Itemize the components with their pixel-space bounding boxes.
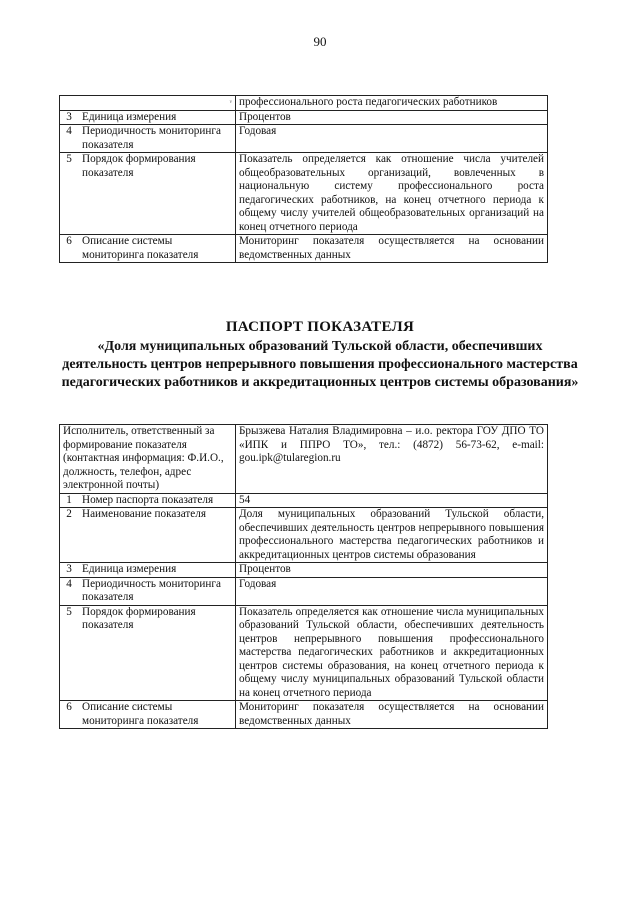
row-label	[78, 96, 236, 111]
row-number: 4	[60, 125, 79, 153]
row-value: Годовая	[236, 125, 548, 153]
row-number	[60, 96, 79, 111]
row-value: Мониторинг показателя осуществляется на основании ведомственных данных	[236, 235, 548, 263]
row-label: Наименование показателя	[78, 508, 236, 563]
table-row	[60, 153, 548, 235]
table-row	[60, 125, 548, 153]
table-row	[60, 701, 548, 729]
row-label: Номер паспорта показателя	[78, 493, 236, 508]
table-row	[60, 508, 548, 563]
indicator-table-continued	[59, 95, 548, 263]
passport-subtitle: «Доля муниципальных образований Тульской области, обеспечивших деятельность центров непрерывного повышения профессионального мастерства педагогических работников и аккредитационных центров системы образования»	[61, 339, 579, 390]
row-label: Единица измерения	[78, 110, 236, 125]
row-number: 6	[60, 235, 79, 263]
row-label: Описание системы мониторинга показателя	[78, 701, 236, 729]
row-number: 3	[60, 563, 79, 578]
table-row	[60, 563, 548, 578]
table-row	[60, 493, 548, 508]
row-number: 2	[60, 508, 79, 563]
table-row	[60, 605, 548, 701]
table-row	[60, 577, 548, 605]
table-row	[60, 235, 548, 263]
row-value: 54	[236, 493, 548, 508]
row-label: Периодичность мониторинга показателя	[78, 577, 236, 605]
row-value: Мониторинг показателя осуществляется на основании ведомственных данных	[236, 701, 548, 729]
row-number: 1	[60, 493, 79, 508]
table-row	[60, 425, 548, 494]
row-label: Единица измерения	[78, 563, 236, 578]
row-number: 5	[60, 605, 79, 701]
executor-label: Исполнитель, ответственный за формирование показателя (контактная информация: Ф.И.О., должность, телефон, адрес электронной почты)	[60, 425, 236, 494]
row-value: Процентов	[236, 110, 548, 125]
row-value: Показатель определяется как отношение числа учителей общеобразовательных организаций, вовлеченных в национальную систему профессионального роста педагогических работников, на конец отчетного периода к общему числу учителей общеобразовательных организаций на конец отчетного периода	[236, 153, 548, 235]
executor-value: Брызжева Наталия Владимировна – и.о. ректора ГОУ ДПО ТО «ИПК и ППРО ТО», тел.: (4872) 56-73-62, e-mail: gou.ipk@tularegion.ru	[236, 425, 548, 494]
table-row	[60, 110, 548, 125]
row-value: Процентов	[236, 563, 548, 578]
row-value: Показатель определяется как отношение числа муниципальных образований Тульской области, обеспечивших деятельность центров непрерывного повышения профессионального мастерства педагогических работников и аккредитационных центров системы образования, на конец отчетного периода к общему числу муниципальных образований Тульской области на конец отчетного периода	[236, 605, 548, 701]
row-value: Годовая	[236, 577, 548, 605]
indicator-passport-table	[59, 424, 548, 729]
row-value: Доля муниципальных образований Тульской области, обеспечивших деятельность центров непрерывного повышения профессионального мастерства педагогических работников и аккредитационных центров системы образования	[236, 508, 548, 563]
row-label: Описание системы мониторинга показателя	[78, 235, 236, 263]
row-number: 4	[60, 577, 79, 605]
passport-title: ПАСПОРТ ПОКАЗАТЕЛЯ	[225, 319, 415, 335]
row-label: Порядок формирования показателя	[78, 605, 236, 701]
scan-mark-icon: ᵛ	[229, 98, 232, 107]
row-number: 5	[60, 153, 79, 235]
table-row	[60, 96, 548, 111]
row-number: 6	[60, 701, 79, 729]
page-number: 90	[313, 34, 327, 49]
row-label: Периодичность мониторинга показателя	[78, 125, 236, 153]
row-label: Порядок формирования показателя	[78, 153, 236, 235]
row-number: 3	[60, 110, 79, 125]
row-value: профессионального роста педагогических работников	[236, 96, 548, 111]
